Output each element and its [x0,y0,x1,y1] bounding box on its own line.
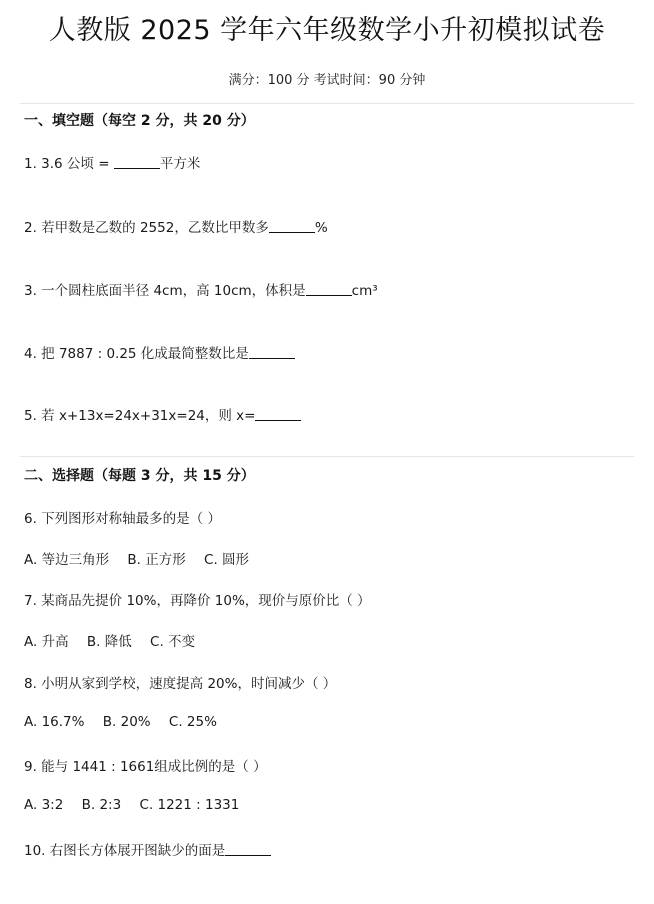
answer-blank[interactable] [269,219,315,233]
question-10-text: 10. 右图长方体展开图缺少的面是 [24,843,226,859]
question-6-options [24,548,249,568]
option-b[interactable]: B. 20% [102,714,151,730]
option-c[interactable]: C. 1221 : 1331 [139,797,240,813]
option-a[interactable]: A. 升高 [24,634,69,650]
divider [20,103,634,104]
answer-blank[interactable] [249,345,295,359]
question-5-text: 5. 若 x+13x=24x+31x=24，则 x= [24,408,256,424]
option-c[interactable]: C. 25% [168,714,217,730]
section-title-choice: 二、选择题（每题 3 分，共 15 分） [24,468,255,484]
question-2 [24,216,328,236]
question-5 [24,404,301,424]
question-2-unit: % [314,220,328,236]
question-4-text: 4. 把 7887 : 0.25 化成最简整数比是 [24,346,249,362]
section-title-fill: 一、填空题（每空 2 分，共 20 分） [24,113,255,129]
question-2-text: 2. 若甲数是乙数的 2552，乙数比甲数多 [24,220,269,236]
question-4 [24,342,295,362]
option-a[interactable]: A. 3:2 [24,797,64,813]
question-1-unit: 平方米 [159,156,201,172]
question-6: 6. 下列图形对称轴最多的是（ ） [24,511,221,527]
option-c[interactable]: C. 圆形 [204,552,250,568]
question-8: 8. 小明从家到学校，速度提高 20%，时间减少（ ） [24,676,337,692]
answer-blank[interactable] [306,282,352,296]
option-a[interactable]: A. 等边三角形 [24,552,110,568]
question-7: 7. 某商品先提价 10%，再降价 10%，现价与原价比（ ） [24,593,371,609]
answer-blank[interactable] [225,842,271,856]
question-8-options [24,714,217,730]
question-3 [24,279,378,299]
question-3-text: 3. 一个圆柱底面半径 4cm，高 10cm，体积是 [24,283,306,299]
option-c[interactable]: C. 不变 [150,634,196,650]
question-7-options [24,630,195,650]
question-3-unit: cm³ [351,283,378,299]
answer-blank[interactable] [255,407,301,421]
exam-title: 人教版 2025 学年六年级数学小升初模拟试卷 [48,15,606,46]
option-b[interactable]: B. 正方形 [127,552,186,568]
question-10 [24,839,271,859]
option-b[interactable]: B. 2:3 [81,797,122,813]
option-b[interactable]: B. 降低 [86,634,132,650]
option-a[interactable]: A. 16.7% [24,714,85,730]
divider [20,456,634,457]
answer-blank[interactable] [114,155,160,169]
question-1 [24,152,200,172]
question-9: 9. 能与 1441 : 1661组成比例的是（ ） [24,759,267,775]
question-9-options [24,797,239,813]
exam-subtitle: 满分：100 分 考试时间：90 分钟 [228,73,426,88]
question-1-text: 1. 3.6 公顷 = [24,156,110,172]
